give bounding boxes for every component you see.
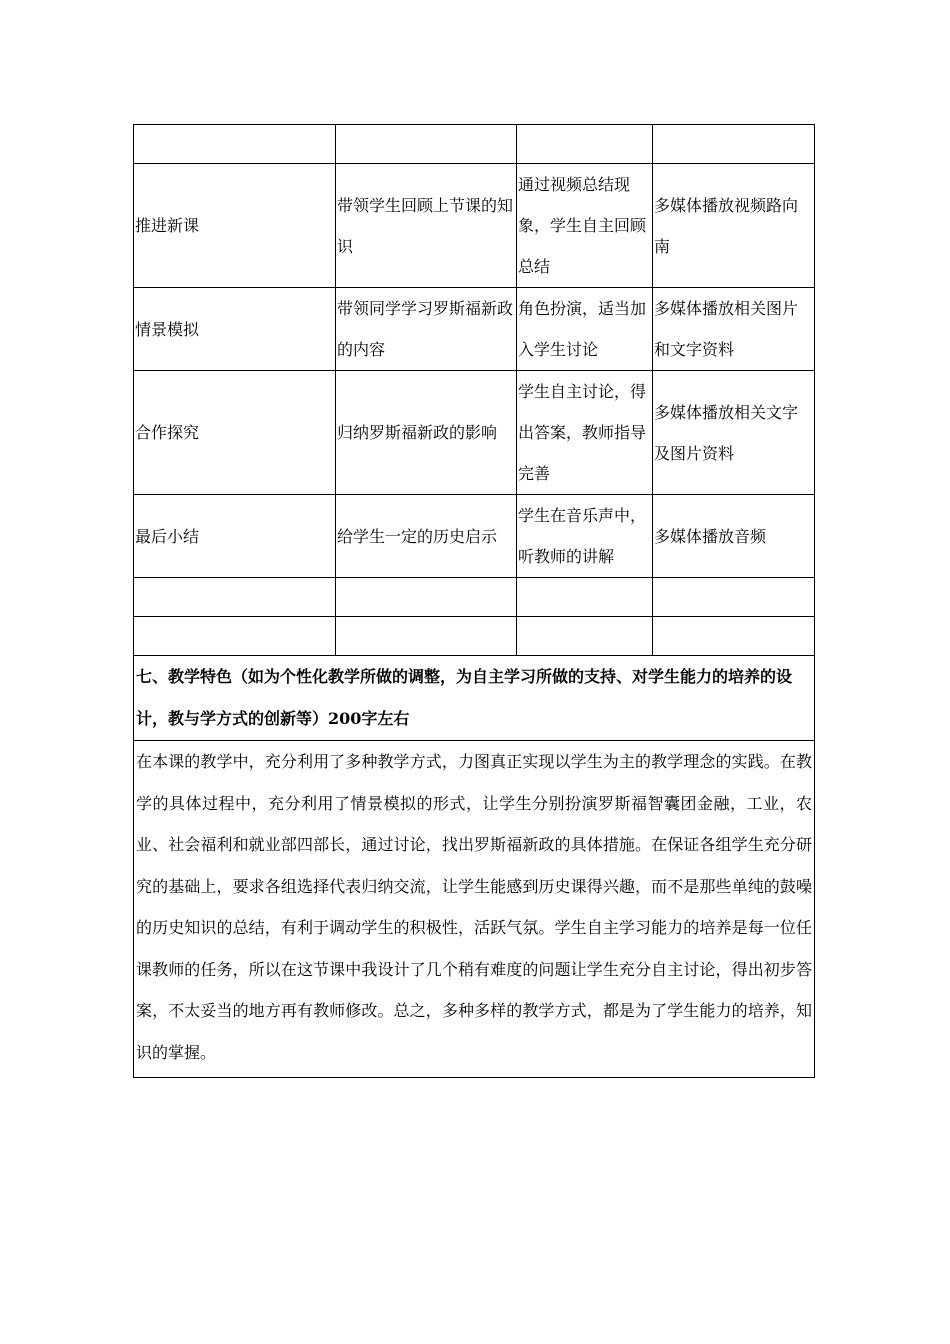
cell-teacher: [336, 125, 517, 164]
section-7-body-row: [134, 741, 815, 1078]
cell-student: 通过视频总结现象，学生自主回顾总结: [517, 164, 653, 288]
cell-media: [653, 578, 815, 617]
cell-student: 学生在音乐声中，听教师的讲解: [517, 495, 653, 578]
table-row: [134, 495, 815, 578]
table-row: [134, 578, 815, 617]
table-row: [134, 617, 815, 656]
cell-teacher: [336, 578, 517, 617]
cell-stage: [134, 578, 336, 617]
table-row: [134, 164, 815, 288]
section-7-title: 七、教学特色（如为个性化教学所做的调整，为自主学习所做的支持、对学生能力的培养的设计，教与学方式的创新等）200字左右: [134, 656, 815, 741]
cell-media: 多媒体播放视频路向南: [653, 164, 815, 288]
section-7-body: 在本课的教学中，充分利用了多种教学方式，力图真正实现以学生为主的教学理念的实践。在教学的具体过程中，充分利用了情景模拟的形式，让学生分别扮演罗斯福智囊团金融，工业，农业、社会福利和就业部四部长，通过讨论，找出罗斯福新政的具体措施。在保证各组学生充分研究的基础上，要求各组选择代表归纳交流，让学生能感到历史课得兴趣，而不是那些单纯的鼓噪的历史知识的总结，有利于调动学生的积极性，活跃气氛。学生自主学习能力的培养是每一位任课教师的任务，所以在这节课中我设计了几个稍有难度的问题让学生充分自主讨论，得出初步答案，不太妥当的地方再有教师修改。总之，多种多样的教学方式，都是为了学生能力的培养，知识的掌握。: [134, 741, 815, 1078]
cell-stage: 合作探究: [134, 371, 336, 495]
cell-teacher: 给学生一定的历史启示: [336, 495, 517, 578]
cell-student: [517, 617, 653, 656]
cell-media: [653, 617, 815, 656]
cell-media: 多媒体播放相关图片和文字资料: [653, 288, 815, 371]
cell-teacher: [336, 617, 517, 656]
cell-student: [517, 125, 653, 164]
cell-stage: 最后小结: [134, 495, 336, 578]
cell-student: 学生自主讨论，得出答案，教师指导完善: [517, 371, 653, 495]
cell-stage: [134, 617, 336, 656]
cell-student: 角色扮演，适当加入学生讨论: [517, 288, 653, 371]
cell-teacher: 带领学生回顾上节课的知识: [336, 164, 517, 288]
cell-stage: [134, 125, 336, 164]
table-row: [134, 288, 815, 371]
cell-media: [653, 125, 815, 164]
table-row: [134, 125, 815, 164]
cell-stage: 推进新课: [134, 164, 336, 288]
cell-media: 多媒体播放音频: [653, 495, 815, 578]
cell-teacher: 带领同学学习罗斯福新政的内容: [336, 288, 517, 371]
cell-stage: 情景模拟: [134, 288, 336, 371]
cell-media: 多媒体播放相关文字及图片资料: [653, 371, 815, 495]
cell-teacher: 归纳罗斯福新政的影响: [336, 371, 517, 495]
section-7-title-row: [134, 656, 815, 741]
cell-student: [517, 578, 653, 617]
lesson-plan-table: [133, 124, 815, 1078]
table-row: [134, 371, 815, 495]
